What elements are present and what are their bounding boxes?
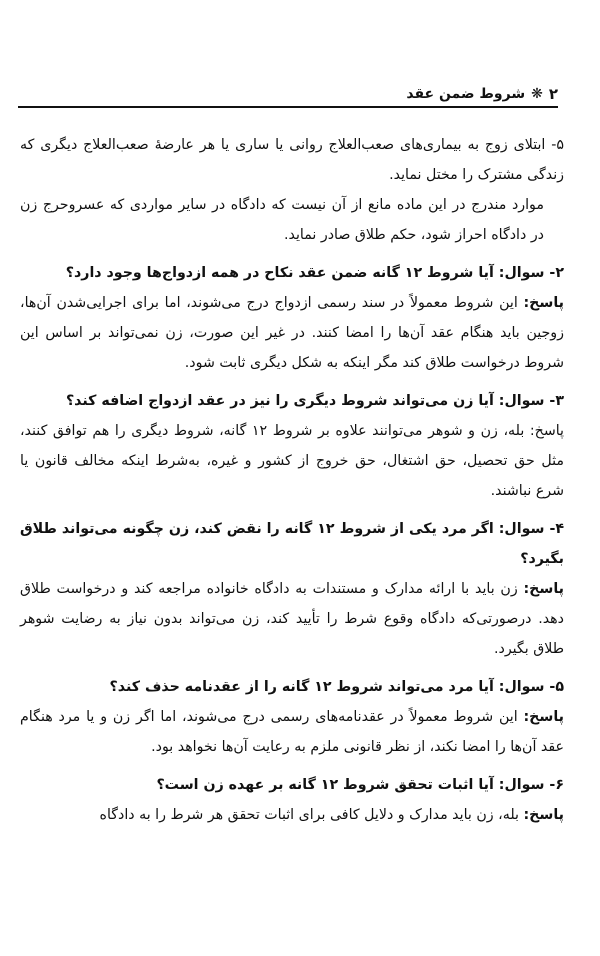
answer-text: بله، زن و شوهر می‌توانند علاوه بر شروط ۱۲ گانه، شروط دیگری را هم توافق کنند، مثل حق تحصیل، حق اشتغال، حق خروج از کشور و غیره، به‌شرط اینکه مخالف قانون یا شرع نباشند. xyxy=(20,423,564,499)
question-number: ۴- سوال: xyxy=(498,521,565,537)
ornament-icon: ❋ xyxy=(531,86,543,102)
answer-paragraph xyxy=(20,702,564,762)
question-text: آیا شروط ۱۲ گانه ضمن عقد نکاح در همه ازدواج‌ها وجود دارد؟ xyxy=(65,265,494,281)
question-number: ۵- سوال: xyxy=(498,679,564,695)
question-heading xyxy=(20,514,564,574)
answer-paragraph xyxy=(20,288,564,378)
qa-block xyxy=(20,258,564,378)
answer-text: بله، زن باید مدارک و دلایل کافی برای اثبات تحقق هر شرط را به دادگاه xyxy=(99,807,519,823)
answer-paragraph xyxy=(20,800,564,830)
question-text: آیا زن می‌تواند شروط دیگری را نیز در عقد ازدواج اضافه کند؟ xyxy=(65,393,494,409)
running-header xyxy=(18,82,558,108)
question-text: آیا اثبات تحقق شروط ۱۲ گانه بر عهده زن است؟ xyxy=(156,777,494,793)
answer-label: پاسخ: xyxy=(523,581,564,597)
question-number: ۳- سوال: xyxy=(498,393,564,409)
question-heading xyxy=(20,258,564,288)
qa-block xyxy=(20,770,564,830)
answer-label: پاسخ: xyxy=(523,295,564,311)
question-heading xyxy=(20,770,564,800)
qa-block xyxy=(20,514,564,664)
answer-text: زن باید با ارائه مدارک و مستندات به دادگاه خانواده مراجعه کند و درخواست طلاق دهد. درصورتی‌که دادگاه وقوع شرط را تأیید کند، زن می‌تواند بدون نیاز به رضایت شوهر طلاق بگیرد. xyxy=(20,581,564,657)
question-text: اگر مرد یکی از شروط ۱۲ گانه را نقض کند، زن چگونه می‌تواند طلاق بگیرد؟ xyxy=(20,521,564,567)
answer-label: پاسخ: xyxy=(523,807,564,823)
list-item xyxy=(20,130,564,190)
question-text: آیا مرد می‌تواند شروط ۱۲ گانه را از عقدنامه حذف کند؟ xyxy=(109,679,494,695)
answer-text: این شروط معمولاً در سند رسمی ازدواج درج می‌شوند، اما برای اجرایی‌شدن آن‌ها، زوجین باید هنگام عقد آن‌ها را امضا کنند. در غیر این صورت، زن نمی‌تواند بر اساس این شروط درخواست طلاق کند مگر اینکه به شکل دیگری ثابت شود. xyxy=(20,295,564,371)
answer-text: این شروط معمولاً در عقدنامه‌های رسمی درج می‌شوند، اما اگر زن و یا مرد هنگام عقد آن‌ها را امضا نکند، از نظر قانونی ملزم به رعایت آن‌ها نخواهد بود. xyxy=(20,709,564,755)
answer-paragraph xyxy=(20,574,564,664)
item-text: ابتلای زوج به بیماری‌های صعب‌العلاج روانی یا ساری یا هر عارضهٔ صعب‌العلاج دیگری که زندگی مشترک را مختل نماید. xyxy=(20,137,564,183)
qa-block xyxy=(20,672,564,762)
question-number: ۲- سوال: xyxy=(498,265,564,281)
item-number: ۵- xyxy=(551,137,564,153)
note-paragraph: موارد مندرج در این ماده مانع از آن نیست که دادگاه در سایر مواردی که عسروحرج زن در دادگاه احراز شود، حکم طلاق صادر نماید. xyxy=(20,197,544,243)
question-heading xyxy=(20,672,564,702)
chapter-title: شروط ضمن عقد xyxy=(406,86,526,102)
question-heading xyxy=(20,386,564,416)
page-number: ۲ xyxy=(548,85,558,103)
qa-block xyxy=(20,386,564,506)
answer-label: پاسخ: xyxy=(523,709,565,725)
answer-paragraph xyxy=(20,416,564,506)
page-body xyxy=(20,130,564,830)
answer-label: پاسخ: xyxy=(529,423,564,439)
question-number: ۶- سوال: xyxy=(498,777,564,793)
